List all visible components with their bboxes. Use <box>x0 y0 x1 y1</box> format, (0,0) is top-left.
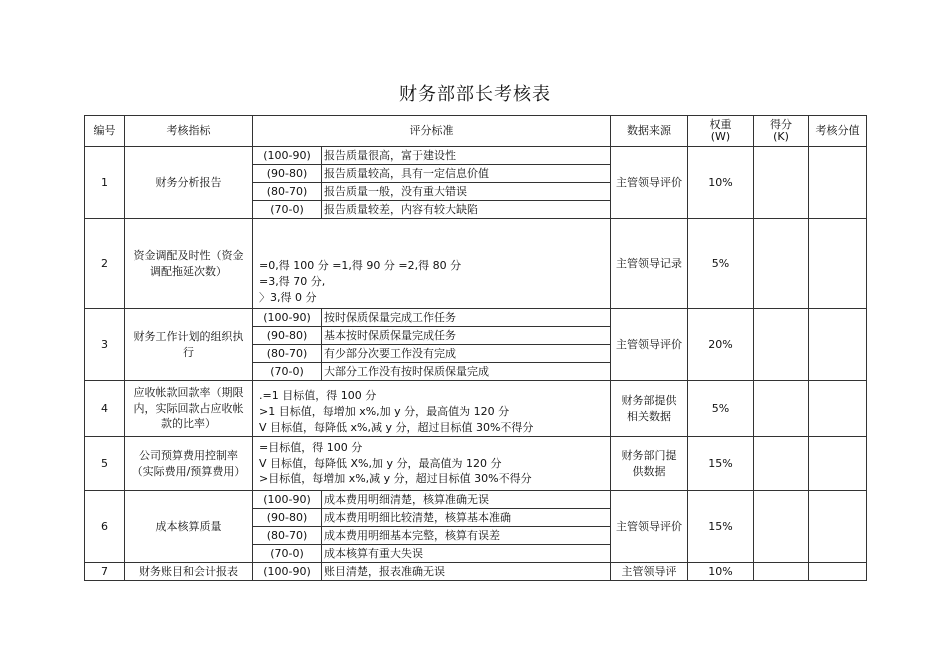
criteria-line: =0,得 100 分 =1,得 90 分 =2,得 80 分 <box>259 259 462 273</box>
criteria-line: .=1 目标值，得 100 分 <box>259 389 377 403</box>
criteria-line: >目标值，每增加 x%,减 y 分，超过目标值 30%不得分 <box>259 472 532 486</box>
criteria-text: 报告质量一般，没有重大错误 <box>322 183 611 201</box>
criteria-text: 报告质量较差，内容有较大缺陷 <box>324 202 478 216</box>
criteria-text: 按时保质保量完成工作任务 <box>322 309 611 327</box>
row-value[interactable] <box>809 563 867 581</box>
row-value[interactable] <box>809 147 867 219</box>
table-row <box>85 563 867 581</box>
row-num: 5 <box>85 437 125 491</box>
row-value[interactable] <box>809 381 867 437</box>
row-weight: 15% <box>688 437 754 491</box>
criteria-range: (70-0) <box>253 363 322 381</box>
row-weight: 5% <box>688 219 754 309</box>
row-num: 2 <box>85 219 125 309</box>
header-criteria: 评分标准 <box>253 116 611 147</box>
row-weight: 10% <box>688 147 754 219</box>
row-value[interactable] <box>809 219 867 309</box>
criteria-range: (90-80) <box>253 165 322 183</box>
criteria-text: 成本费用明细基本完整，核算有误差 <box>322 527 611 545</box>
row-num: 6 <box>85 491 125 563</box>
criteria-range: (70-0) <box>253 545 322 563</box>
row-indicator: 公司预算费用控制率（实际费用/预算费用） <box>125 437 253 491</box>
row-weight: 20% <box>688 309 754 381</box>
row-source: 主管领导评价 <box>611 147 688 219</box>
table-row <box>85 147 867 219</box>
criteria-line: V 目标值，每降低 X%,加 y 分，最高值为 120 分 <box>259 456 502 470</box>
criteria-line: =目标值，得 100 分 <box>259 440 363 454</box>
criteria-line: 〉3,得 0 分 <box>259 291 317 305</box>
page-title: 财务部部长考核表 <box>399 84 551 105</box>
row-criteria <box>253 219 611 309</box>
row-indicator: 财务工作计划的组织执行 <box>125 309 253 381</box>
criteria-text: 报告质量很高，富于建设性 <box>322 147 611 165</box>
header-value: 考核分值 <box>809 116 867 147</box>
criteria-text: 账目清楚，报表准确无误 <box>324 564 445 578</box>
header-indicator: 考核指标 <box>125 116 253 147</box>
criteria-range: (80-70) <box>253 183 322 201</box>
row-indicator: 财务分析报告 <box>125 147 253 219</box>
header-num: 编号 <box>85 116 125 147</box>
row-score[interactable] <box>754 563 809 581</box>
criteria-line: >1 目标值，每增加 x%,加 y 分，最高值为 120 分 <box>259 405 510 419</box>
criteria-range: (80-70) <box>253 527 322 545</box>
criteria-range: (100-90) <box>253 309 322 327</box>
row-indicator: 成本核算质量 <box>125 491 253 563</box>
row-value[interactable] <box>809 437 867 491</box>
row-indicator: 资金调配及时性（资金调配拖延次数） <box>125 219 253 309</box>
criteria-subtable <box>253 563 610 580</box>
row-indicator: 应收帐款回款率（期限内，实际回款占应收帐款的比率） <box>125 381 253 437</box>
row-source: 主管领导评价 <box>611 491 688 563</box>
row-source: 财务部门提供数据 <box>611 437 688 491</box>
criteria-text: 基本按时保质保量完成任务 <box>322 327 611 345</box>
row-score[interactable] <box>754 381 809 437</box>
row-source: 财务部提供相关数据 <box>611 381 688 437</box>
row-score[interactable] <box>754 309 809 381</box>
row-criteria <box>253 491 611 563</box>
table-row <box>85 219 867 309</box>
row-weight: 10% <box>688 563 754 581</box>
criteria-line: V 目标值，每降低 x%,减 y 分，超过目标值 30%不得分 <box>259 421 534 435</box>
table-row <box>85 309 867 381</box>
row-source: 主管领导评 <box>611 563 688 581</box>
criteria-subtable <box>253 309 610 380</box>
criteria-range: (100-90) <box>253 147 322 165</box>
row-source: 主管领导记录 <box>611 219 688 309</box>
criteria-text: 有少部分次要工作没有完成 <box>322 345 611 363</box>
criteria-range: (100-90) <box>253 563 322 580</box>
row-criteria <box>253 309 611 381</box>
criteria-text: 成本核算有重大失误 <box>324 546 423 560</box>
criteria-range: (90-80) <box>253 509 322 527</box>
row-weight: 15% <box>688 491 754 563</box>
row-num: 7 <box>85 563 125 581</box>
criteria-subtable <box>253 147 610 218</box>
header-row <box>85 116 867 147</box>
criteria-subtable <box>253 491 610 562</box>
header-weight: 权重 (W) <box>688 116 754 147</box>
criteria-text: 成本费用明细比较清楚，核算基本准确 <box>322 509 611 527</box>
row-score[interactable] <box>754 147 809 219</box>
row-criteria <box>253 381 611 437</box>
criteria-range: (70-0) <box>253 201 322 219</box>
header-source: 数据来源 <box>611 116 688 147</box>
header-score: 得分 (K) <box>754 116 809 147</box>
row-source: 主管领导评价 <box>611 309 688 381</box>
row-criteria <box>253 147 611 219</box>
row-score[interactable] <box>754 491 809 563</box>
criteria-range: (90-80) <box>253 327 322 345</box>
table-row <box>85 381 867 437</box>
criteria-text: 大部分工作没有按时保质保量完成 <box>324 364 489 378</box>
row-num: 4 <box>85 381 125 437</box>
row-value[interactable] <box>809 309 867 381</box>
table-row <box>85 491 867 563</box>
criteria-range: (80-70) <box>253 345 322 363</box>
criteria-text: 成本费用明细清楚，核算准确无误 <box>322 491 611 509</box>
row-num: 3 <box>85 309 125 381</box>
row-weight: 5% <box>688 381 754 437</box>
row-criteria <box>253 437 611 491</box>
criteria-range: (100-90) <box>253 491 322 509</box>
assessment-table <box>84 115 867 581</box>
row-value[interactable] <box>809 491 867 563</box>
row-criteria <box>253 563 611 581</box>
row-score[interactable] <box>754 437 809 491</box>
row-num: 1 <box>85 147 125 219</box>
criteria-text: 报告质量较高，具有一定信息价值 <box>322 165 611 183</box>
table-row <box>85 437 867 491</box>
row-score[interactable] <box>754 219 809 309</box>
row-indicator: 财务账目和会计报表 <box>125 563 253 581</box>
criteria-line: =3,得 70 分, <box>259 275 326 289</box>
